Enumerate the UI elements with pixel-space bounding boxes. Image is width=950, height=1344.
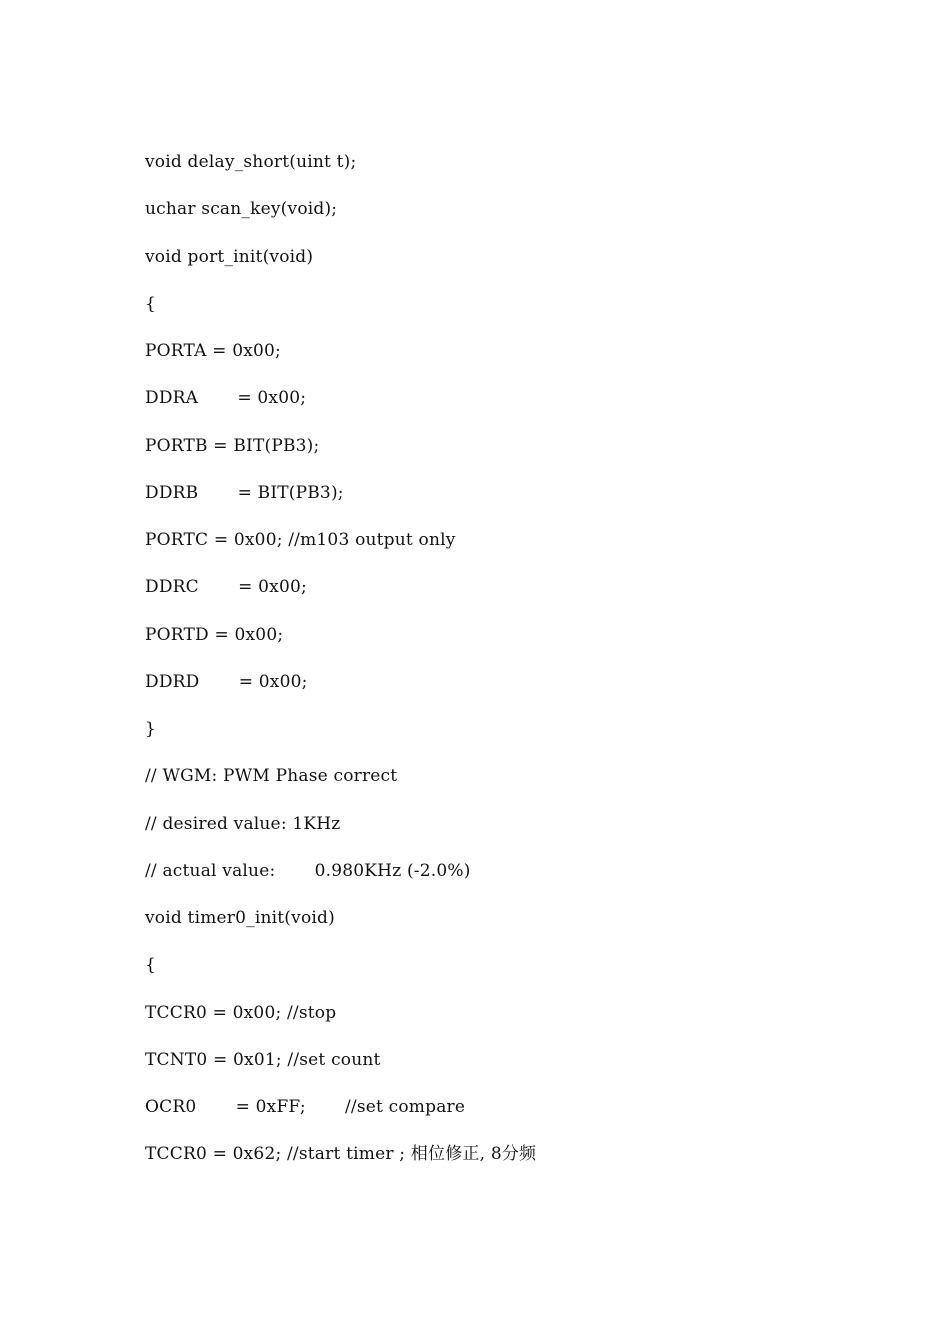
code-line: { (145, 955, 157, 976)
code-line: TCCR0 = 0x00; //stop (145, 1002, 337, 1023)
code-line: PORTB = BIT(PB3); (145, 435, 320, 456)
code-line: void delay_short(uint t); (145, 152, 357, 172)
code-line: uchar scan_key(void); (145, 199, 338, 220)
code-line: TCCR0 = 0x62; //start timer ; 相位修正, 8分频 (145, 1144, 537, 1165)
code-line: void port_init(void) (145, 246, 314, 267)
code-line: // desired value: 1KHz (145, 813, 341, 834)
code-line: PORTA = 0x00; (145, 341, 281, 361)
code-line: void timer0_init(void) (145, 908, 335, 928)
code-line: // WGM: PWM Phase correct (145, 766, 398, 787)
code-line: DDRA = 0x00; (145, 388, 307, 409)
code-line: DDRC = 0x00; (145, 577, 307, 598)
code-line: OCR0 = 0xFF; //set compare (145, 1097, 466, 1117)
code-line: PORTC = 0x00; //m103 output only (145, 530, 456, 550)
code-line: } (145, 719, 157, 739)
code-listing (145, 150, 536, 1190)
code-line: PORTD = 0x00; (145, 624, 284, 645)
code-line: DDRB = BIT(PB3); (145, 482, 344, 503)
code-line: DDRD = 0x00; (145, 671, 308, 692)
code-line: // actual value: 0.980KHz (-2.0%) (145, 860, 471, 881)
code-line: TCNT0 = 0x01; //set count (145, 1049, 381, 1070)
code-line: { (145, 293, 157, 314)
